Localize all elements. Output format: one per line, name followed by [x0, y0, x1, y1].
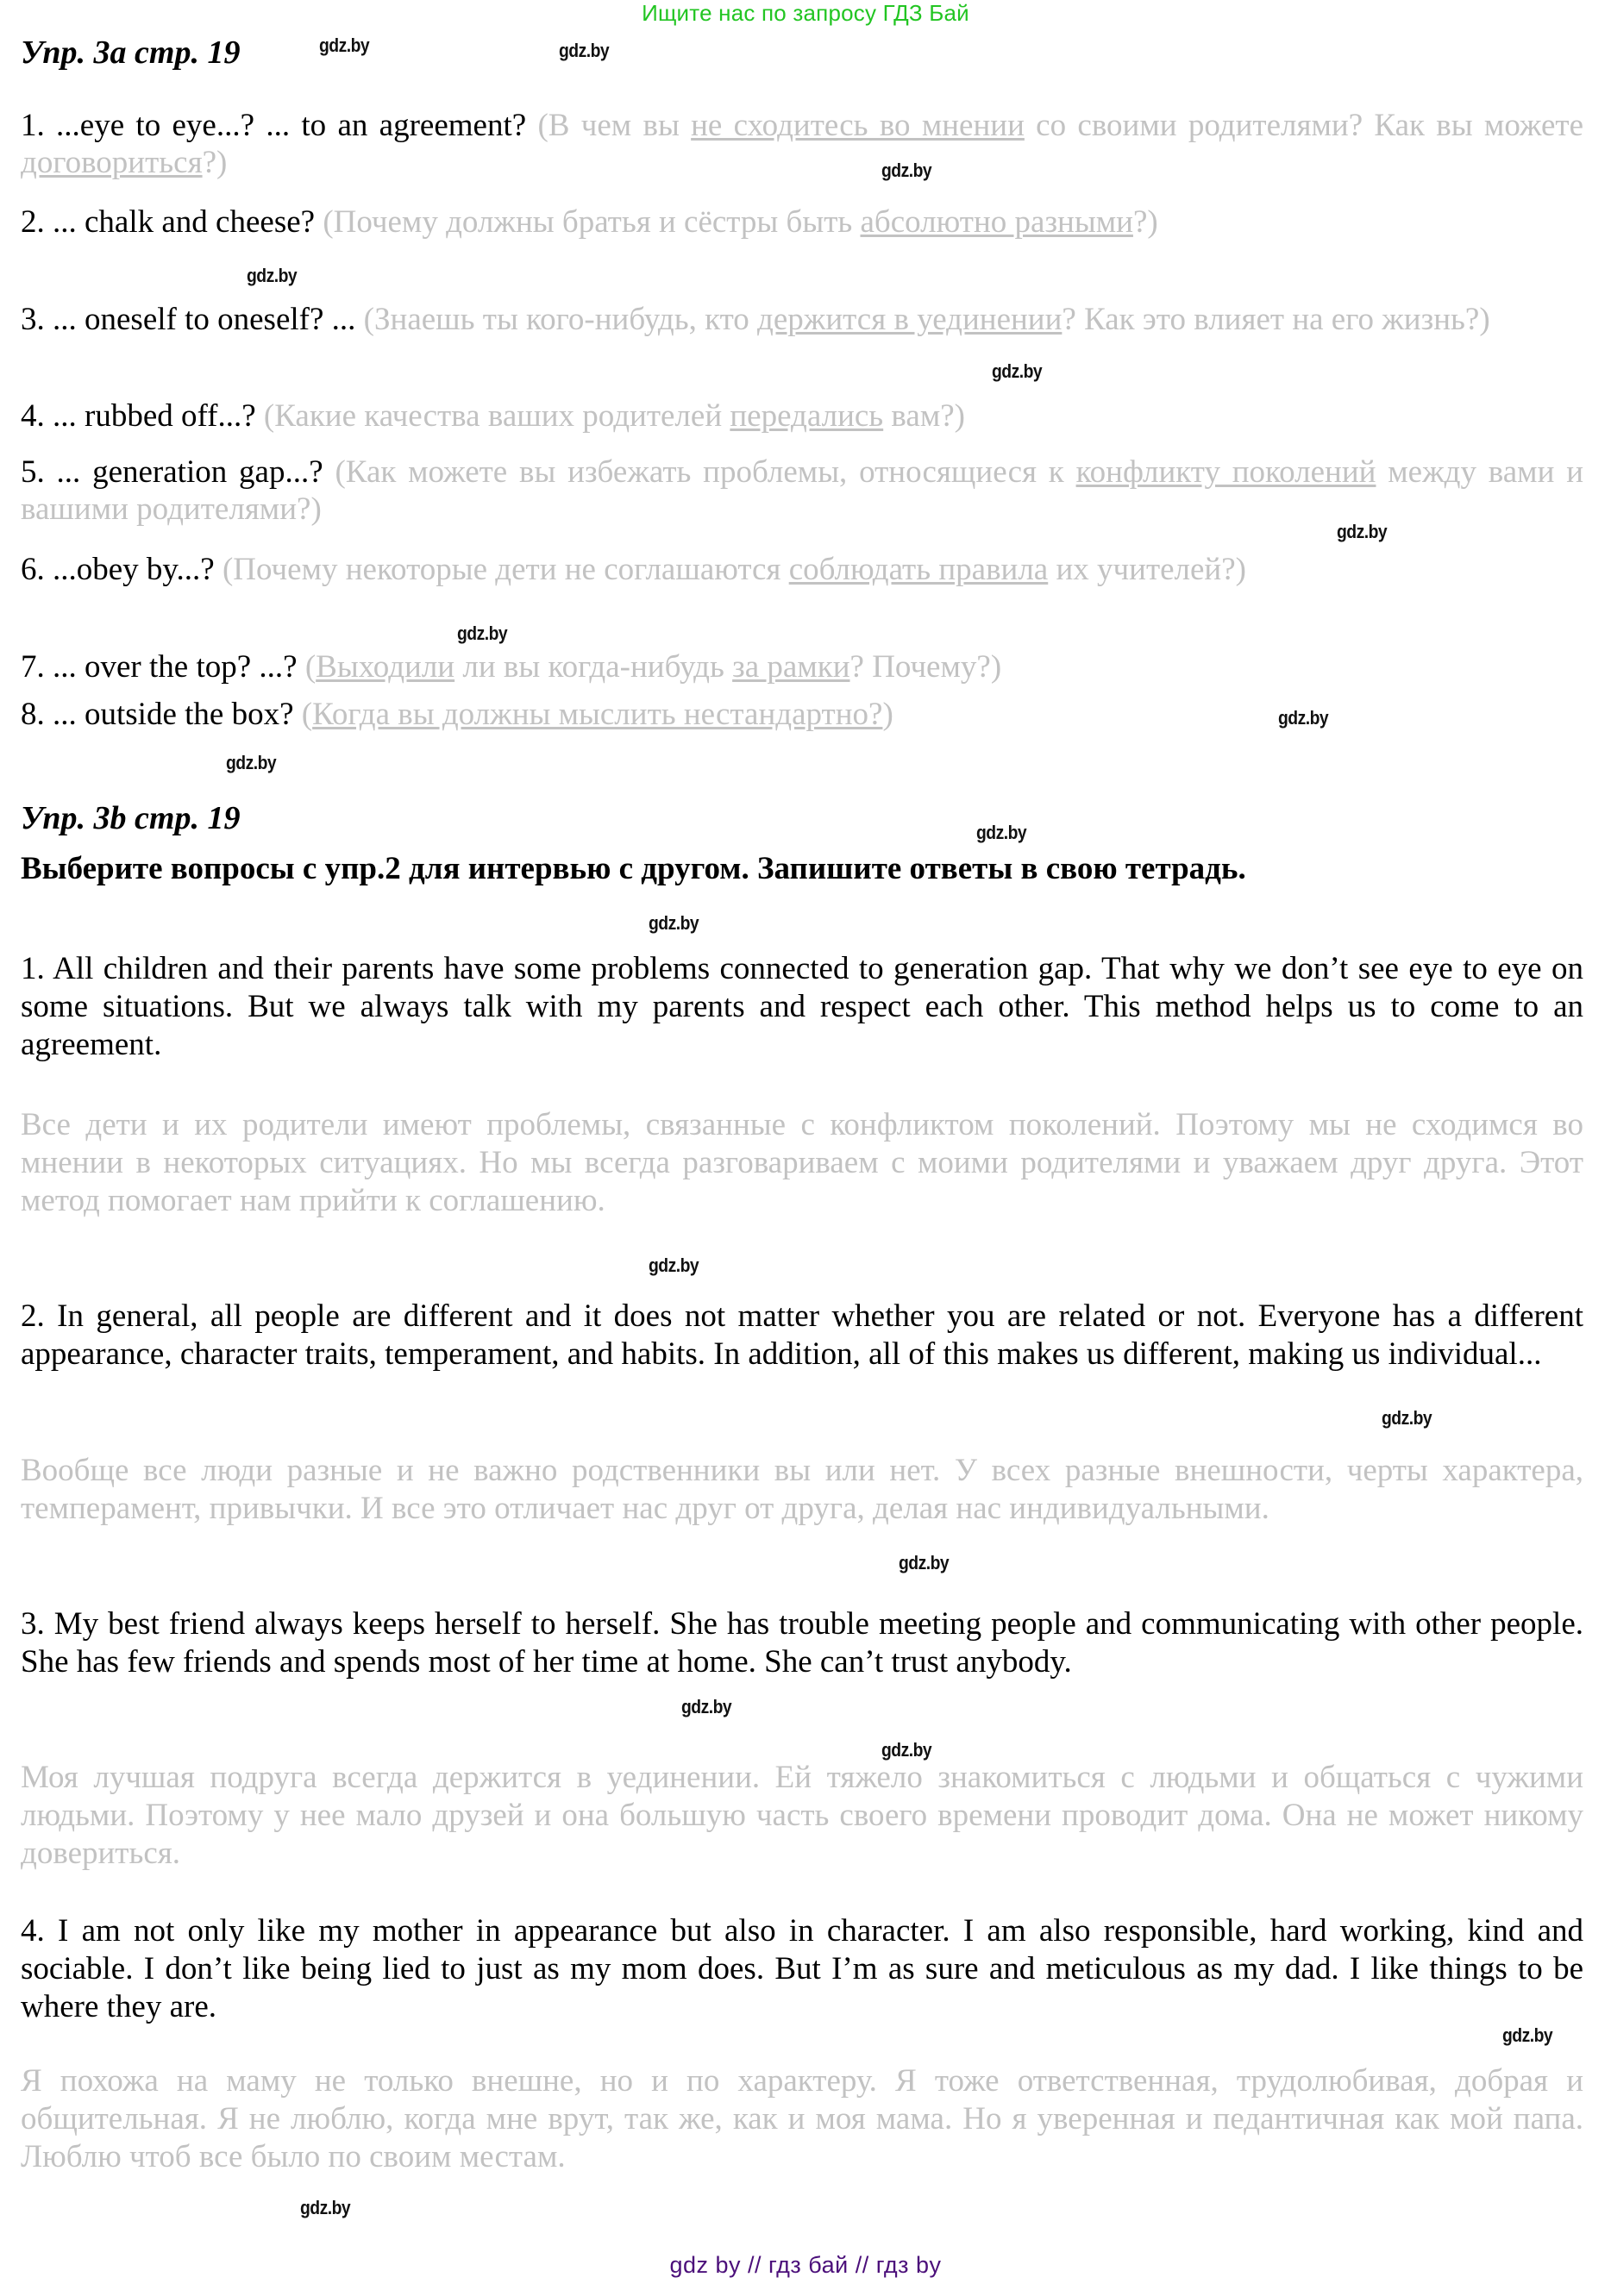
exercise-3a-item-5	[21, 454, 1583, 529]
item-english: ... outside the box?	[53, 697, 294, 732]
exercise-3a-item-2	[21, 204, 1583, 241]
watermark-gdz: gdz.by	[300, 2197, 351, 2218]
watermark-gdz: gdz.by	[881, 1739, 932, 1761]
exercise-3a-item-6	[21, 552, 1583, 589]
answer-number: 4.	[21, 1913, 45, 1949]
item-translation-open: (	[301, 697, 313, 732]
exercise-3b-task: Выберите вопросы с упр.2 для интервью с другом. Запишите ответы в свою тетрадь.	[21, 851, 1246, 886]
item-number: 6.	[21, 552, 45, 587]
item-translation-underline-1: соблюдать правила	[788, 552, 1049, 587]
item-english: ... over the top? ...?	[53, 649, 298, 685]
item-translation-open: (Знаешь ты кого-нибудь, кто	[363, 302, 758, 337]
watermark-gdz: gdz.by	[1337, 521, 1388, 542]
answer-translation: Все дети и их родители имеют проблемы, связанные с конфликтом поколений. Поэтому мы не сходимся во мнении в некоторых ситуациях. Но мы всегда разговариваем с моими родителями и уважаем друг друга. Этот метод помогает нам прийти к соглашению.	[21, 1107, 1583, 1219]
item-translation-open: (Как можете вы избежать проблемы, относящиеся к	[335, 454, 1076, 490]
item-translation-mid: между вами и вашими родителями	[21, 454, 1583, 527]
item-text	[21, 697, 1583, 734]
exercise-3b-answer-1	[21, 950, 1583, 1064]
item-text	[21, 649, 1583, 686]
answer-english-text: My best friend always keeps herself to herself. She has trouble meeting people and communicating with other people. She has few friends and spends most of her time at home. She can’t trust anybody.	[21, 1606, 1583, 1680]
exercise-3b-heading-row	[21, 802, 1583, 835]
watermark-gdz: gdz.by	[681, 1696, 732, 1717]
watermark-gdz: gdz.by	[899, 1552, 950, 1573]
item-english: ... oneself to oneself? ...	[53, 302, 356, 337]
answer-translation: Моя лучшая подруга всегда держится в уединении. Ей тяжело знакомиться с людьми и общаться с чужими людьми. Поэтому у нее мало друзей и она большую часть своего времени проводит дома. Она не может никому довериться.	[21, 1760, 1583, 1872]
exercise-3a-heading-row	[21, 36, 1583, 69]
item-translation-underline-1: не сходитесь во мнении	[691, 108, 1025, 143]
exercise-3b-answer-4-translation	[21, 2062, 1583, 2176]
item-english: ... rubbed off...?	[53, 398, 256, 434]
item-translation-underline-1: конфликту поколений	[1075, 454, 1376, 490]
promo-banner: Ищите нас по запросу ГДЗ Бай	[642, 0, 969, 26]
answer-english	[21, 1298, 1583, 1373]
watermark-gdz: gdz.by	[1382, 1407, 1432, 1429]
watermark-gdz: gdz.by	[226, 752, 277, 773]
answer-english	[21, 950, 1583, 1064]
item-translation-underline-2: договориться	[21, 144, 203, 180]
item-translation-close: ?)	[1464, 302, 1490, 337]
watermark-gdz: gdz.by	[649, 1254, 699, 1276]
exercise-3a-item-3	[21, 302, 1583, 339]
item-number: 7.	[21, 649, 45, 685]
exercise-3b-answer-2	[21, 1298, 1583, 1373]
exercise-3b-answer-1-translation	[21, 1106, 1583, 1220]
answer-english	[21, 1912, 1583, 2026]
item-translation-underline-1: абсолютно разными	[860, 204, 1133, 240]
watermark-gdz: gdz.by	[992, 360, 1043, 382]
exercise-3b-task-row	[21, 849, 1582, 889]
item-translation-close: ? Почему?)	[849, 649, 1002, 685]
item-number: 4.	[21, 398, 45, 434]
footer-links[interactable]: gdz by // гдз бай // гдз by	[669, 2252, 942, 2278]
item-text	[21, 204, 1583, 241]
item-number: 8.	[21, 697, 45, 732]
answer-translation: Вообще все люди разные и не важно родственники вы или нет. У всех разные внешности, черты характера, темперамент, привычки. И все это отличает нас друг от друга, делая нас индивидуальными.	[21, 1453, 1583, 1527]
exercise-3a-item-7	[21, 649, 1583, 686]
answer-english-text: All children and their parents have some problems connected to generation gap. That why we don’t see eye to eye on some situations. But we always talk with my parents and respect each other. This method helps us to come to an agreement.	[21, 951, 1583, 1063]
exercise-3b-answer-3	[21, 1605, 1583, 1681]
item-translation-open: (Почему должны братья и сёстры быть	[323, 204, 861, 240]
item-text	[21, 302, 1583, 339]
watermark-gdz: gdz.by	[1278, 707, 1329, 729]
watermark-gdz: gdz.by	[881, 160, 932, 181]
item-translation-mid: ? Как это влияет на его жизнь	[1062, 302, 1465, 337]
item-translation-underline-1: передались	[730, 398, 884, 434]
item-text	[21, 454, 1583, 529]
watermark-gdz: gdz.by	[319, 34, 370, 56]
item-translation-mid: ли вы когда-нибудь	[454, 649, 733, 685]
item-translation-mid: со своими родителями? Как вы можете	[1024, 108, 1584, 143]
answer-number: 2.	[21, 1298, 45, 1334]
item-translation-underline-1: держится в уединении	[757, 302, 1063, 337]
exercise-3b-answer-3-translation	[21, 1759, 1583, 1873]
item-translation-close: ?)	[202, 144, 228, 180]
item-translation-open: (В чем вы	[537, 108, 692, 143]
watermark-gdz: gdz.by	[247, 265, 298, 286]
item-translation-mid: вам	[883, 398, 941, 434]
item-translation-close: ?)	[940, 398, 965, 434]
exercise-3a-item-8	[21, 697, 1583, 734]
item-translation-underline-1: Выходили	[316, 649, 455, 685]
item-translation-open: (Почему некоторые дети не соглашаются	[222, 552, 789, 587]
watermark-gdz: gdz.by	[1502, 2024, 1553, 2046]
item-number: 5.	[21, 454, 45, 490]
answer-number: 1.	[21, 951, 45, 986]
item-number: 1.	[21, 108, 45, 143]
item-translation-close: )	[882, 697, 893, 732]
item-translation-open: (Какие качества ваших родителей	[263, 398, 730, 434]
item-text	[21, 398, 1583, 435]
item-english: ... generation gap...?	[56, 454, 323, 490]
item-translation-mid: их учителей	[1048, 552, 1222, 587]
item-translation-close: ?)	[1132, 204, 1158, 240]
item-english: ...obey by...?	[53, 552, 215, 587]
answer-number: 3.	[21, 1606, 45, 1642]
watermark-gdz: gdz.by	[559, 40, 610, 61]
exercise-3a-item-4	[21, 398, 1583, 435]
item-english: ... chalk and cheese?	[53, 204, 316, 240]
item-translation-open: (	[304, 649, 317, 685]
item-translation-underline-1: Когда вы должны мыслить нестандартно?	[312, 697, 883, 732]
answer-translation: Я похожа на маму не только внешне, но и по характеру. Я тоже ответственная, трудолюбивая, добрая и общительная. Я не люблю, когда мне врут, так же, как и моя мама. Но я уверенная и педантичная как мой папа. Люблю чтоб все было по своим местам.	[21, 2063, 1583, 2175]
item-translation-close: ?)	[297, 491, 322, 527]
exercise-3a-item-1	[21, 108, 1583, 182]
answer-english-text: I am not only like my mother in appearance but also in character. I am also responsible, hard working, kind and sociable. I don’t like being lied to just as my mom does. But I’m as sure and meticulous as my dad. I like things to be where they are.	[21, 1913, 1583, 2025]
answer-english-text: In general, all people are different and it does not matter whether you are related or not. Everyone has a different appearance, character traits, temperament, and habits. In addition, all of this makes us different, making us individual...	[21, 1298, 1583, 1373]
answer-english	[21, 1605, 1583, 1681]
item-number: 3.	[21, 302, 45, 337]
watermark-gdz: gdz.by	[649, 912, 699, 934]
watermark-gdz: gdz.by	[457, 622, 508, 644]
exercise-3b-answer-4	[21, 1912, 1583, 2026]
exercise-3b-answer-2-translation	[21, 1452, 1583, 1528]
item-english: ...eye to eye...? ... to an agreement?	[56, 108, 527, 143]
exercise-3a-heading: Упр. 3a стр. 19	[21, 34, 241, 71]
item-text	[21, 552, 1583, 589]
item-translation-underline-2: за рамки	[732, 649, 850, 685]
item-number: 2.	[21, 204, 45, 240]
exercise-3b-heading: Упр. 3b стр. 19	[21, 800, 241, 836]
watermark-gdz: gdz.by	[976, 822, 1027, 843]
item-text	[21, 108, 1583, 182]
item-translation-close: ?)	[1221, 552, 1246, 587]
